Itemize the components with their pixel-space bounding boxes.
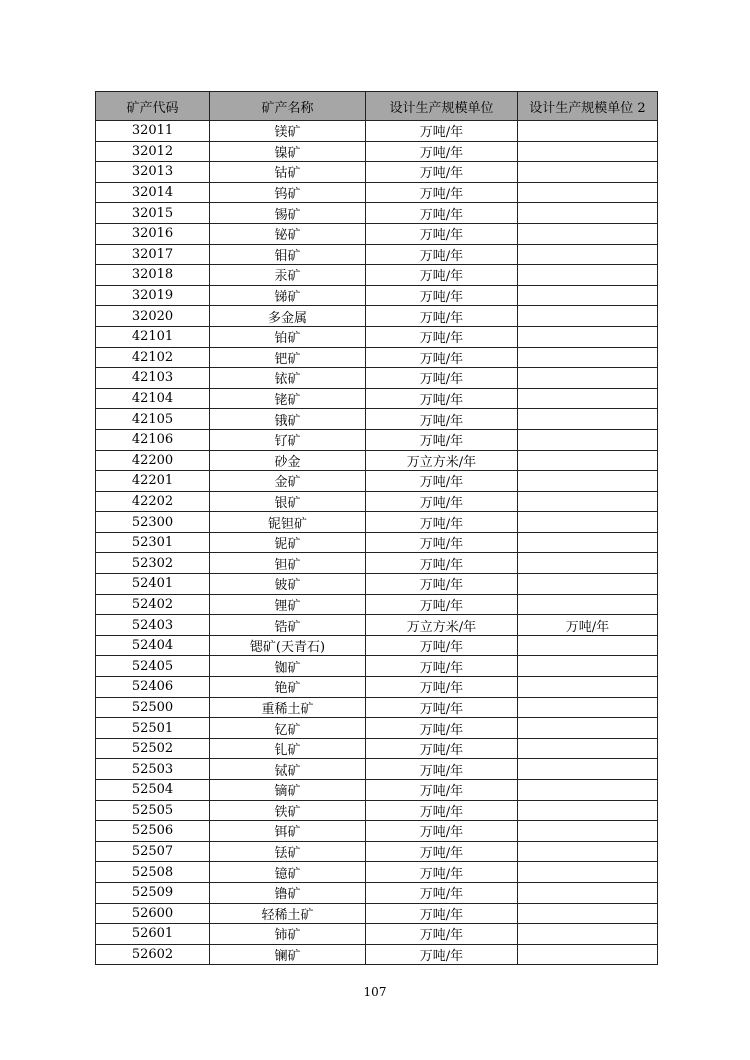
cell-mineral-code: 52401 [96, 574, 210, 595]
cell-mineral-code: 52504 [96, 780, 210, 801]
cell-mineral-name: 钴矿 [210, 162, 366, 183]
cell-mineral-code: 42106 [96, 429, 210, 450]
table-row [96, 677, 658, 698]
cell-mineral-code: 52404 [96, 635, 210, 656]
table-body [96, 121, 658, 965]
cell-capacity-unit: 万吨/年 [366, 306, 518, 327]
cell-mineral-name: 锑矿 [210, 285, 366, 306]
cell-mineral-name: 银矿 [210, 491, 366, 512]
cell-mineral-name: 铱矿 [210, 368, 366, 389]
table-row [96, 882, 658, 903]
cell-capacity-unit-2 [518, 121, 658, 142]
cell-mineral-code: 32015 [96, 203, 210, 224]
cell-capacity-unit-2 [518, 944, 658, 965]
cell-mineral-code: 32019 [96, 285, 210, 306]
cell-mineral-code: 52600 [96, 903, 210, 924]
cell-mineral-code: 32012 [96, 141, 210, 162]
cell-mineral-name: 镁矿 [210, 121, 366, 142]
cell-capacity-unit: 万吨/年 [366, 429, 518, 450]
table-row [96, 409, 658, 430]
header-row [96, 92, 658, 121]
cell-capacity-unit-2 [518, 162, 658, 183]
table-row [96, 141, 658, 162]
table-row [96, 821, 658, 842]
cell-capacity-unit: 万吨/年 [366, 718, 518, 739]
cell-mineral-name: 锡矿 [210, 203, 366, 224]
cell-mineral-name: 铌钽矿 [210, 512, 366, 533]
table-row [96, 924, 658, 945]
cell-capacity-unit-2 [518, 141, 658, 162]
cell-mineral-code: 52301 [96, 532, 210, 553]
cell-mineral-name: 汞矿 [210, 265, 366, 286]
cell-capacity-unit: 万吨/年 [366, 285, 518, 306]
cell-capacity-unit-2 [518, 326, 658, 347]
cell-capacity-unit: 万吨/年 [366, 532, 518, 553]
cell-mineral-name: 轻稀土矿 [210, 903, 366, 924]
cell-mineral-code: 52405 [96, 656, 210, 677]
cell-mineral-name: 铍矿 [210, 574, 366, 595]
table-row [96, 244, 658, 265]
cell-mineral-code: 42102 [96, 347, 210, 368]
cell-mineral-code: 42200 [96, 450, 210, 471]
cell-capacity-unit: 万吨/年 [366, 903, 518, 924]
cell-mineral-name: 镥矿 [210, 882, 366, 903]
cell-capacity-unit-2 [518, 862, 658, 883]
cell-mineral-name: 钌矿 [210, 429, 366, 450]
table-row [96, 780, 658, 801]
table-row [96, 512, 658, 533]
cell-capacity-unit-2 [518, 532, 658, 553]
table-row [96, 182, 658, 203]
cell-mineral-name: 锂矿 [210, 594, 366, 615]
cell-capacity-unit: 万吨/年 [366, 512, 518, 533]
cell-capacity-unit-2 [518, 821, 658, 842]
cell-mineral-code: 52300 [96, 512, 210, 533]
cell-capacity-unit-2 [518, 471, 658, 492]
cell-mineral-name: 重稀土矿 [210, 697, 366, 718]
cell-mineral-name: 镍矿 [210, 141, 366, 162]
cell-mineral-name: 镱矿 [210, 862, 366, 883]
cell-mineral-name: 钼矿 [210, 244, 366, 265]
cell-capacity-unit: 万吨/年 [366, 265, 518, 286]
page-number: 107 [363, 985, 387, 999]
cell-capacity-unit-2 [518, 594, 658, 615]
cell-mineral-code: 52500 [96, 697, 210, 718]
cell-capacity-unit: 万吨/年 [366, 780, 518, 801]
cell-mineral-code: 52502 [96, 738, 210, 759]
table-row [96, 450, 658, 471]
cell-capacity-unit: 万吨/年 [366, 677, 518, 698]
cell-capacity-unit-2 [518, 368, 658, 389]
cell-capacity-unit: 万吨/年 [366, 471, 518, 492]
cell-mineral-code: 52402 [96, 594, 210, 615]
cell-mineral-code: 32016 [96, 223, 210, 244]
cell-capacity-unit-2 [518, 409, 658, 430]
cell-capacity-unit-2 [518, 882, 658, 903]
cell-mineral-name: 铈矿 [210, 924, 366, 945]
cell-capacity-unit: 万吨/年 [366, 162, 518, 183]
cell-mineral-code: 42105 [96, 409, 210, 430]
cell-mineral-name: 钆矿 [210, 738, 366, 759]
table-row [96, 491, 658, 512]
cell-capacity-unit: 万吨/年 [366, 924, 518, 945]
table-row [96, 326, 658, 347]
cell-capacity-unit-2 [518, 780, 658, 801]
table-row [96, 368, 658, 389]
cell-mineral-name: 镧矿 [210, 944, 366, 965]
table-row [96, 615, 658, 636]
cell-mineral-code: 52601 [96, 924, 210, 945]
cell-mineral-code: 32017 [96, 244, 210, 265]
cell-mineral-name: 多金属 [210, 306, 366, 327]
cell-capacity-unit: 万吨/年 [366, 244, 518, 265]
table-row [96, 594, 658, 615]
cell-mineral-name: 铯矿 [210, 677, 366, 698]
table-row [96, 306, 658, 327]
cell-capacity-unit-2 [518, 841, 658, 862]
cell-mineral-code: 52507 [96, 841, 210, 862]
table-row [96, 574, 658, 595]
cell-mineral-code: 42104 [96, 388, 210, 409]
cell-mineral-code: 42101 [96, 326, 210, 347]
cell-mineral-name: 铽矿 [210, 759, 366, 780]
cell-mineral-name: 金矿 [210, 471, 366, 492]
cell-mineral-name: 钯矿 [210, 347, 366, 368]
cell-capacity-unit-2 [518, 512, 658, 533]
cell-capacity-unit-2 [518, 347, 658, 368]
cell-mineral-code: 52602 [96, 944, 210, 965]
cell-capacity-unit: 万吨/年 [366, 326, 518, 347]
cell-capacity-unit: 万吨/年 [366, 553, 518, 574]
cell-mineral-name: 铥矿 [210, 841, 366, 862]
cell-capacity-unit: 万吨/年 [366, 697, 518, 718]
table-row [96, 759, 658, 780]
table-row [96, 203, 658, 224]
cell-capacity-unit: 万吨/年 [366, 862, 518, 883]
cell-capacity-unit: 万吨/年 [366, 594, 518, 615]
cell-mineral-code: 52406 [96, 677, 210, 698]
table-row [96, 429, 658, 450]
cell-mineral-name: 锇矿 [210, 409, 366, 430]
table-row [96, 162, 658, 183]
cell-mineral-name: 铋矿 [210, 223, 366, 244]
cell-mineral-code: 52505 [96, 800, 210, 821]
cell-capacity-unit: 万吨/年 [366, 347, 518, 368]
cell-mineral-code: 52509 [96, 882, 210, 903]
cell-mineral-code: 32013 [96, 162, 210, 183]
cell-capacity-unit: 万吨/年 [366, 574, 518, 595]
cell-capacity-unit: 万吨/年 [366, 409, 518, 430]
table-row [96, 285, 658, 306]
cell-capacity-unit-2 [518, 429, 658, 450]
cell-capacity-unit-2 [518, 656, 658, 677]
cell-mineral-code: 52506 [96, 821, 210, 842]
cell-mineral-code: 52501 [96, 718, 210, 739]
cell-capacity-unit-2 [518, 306, 658, 327]
cell-capacity-unit-2 [518, 223, 658, 244]
cell-mineral-name: 铷矿 [210, 656, 366, 677]
cell-capacity-unit-2 [518, 203, 658, 224]
table-row [96, 223, 658, 244]
cell-capacity-unit: 万吨/年 [366, 944, 518, 965]
cell-mineral-name: 钇矿 [210, 718, 366, 739]
header-design-capacity-unit-2: 设计生产规模单位 2 [518, 92, 658, 121]
cell-mineral-name: 镝矿 [210, 780, 366, 801]
cell-capacity-unit-2 [518, 738, 658, 759]
cell-capacity-unit: 万吨/年 [366, 800, 518, 821]
table-row [96, 656, 658, 677]
header-mineral-code: 矿产代码 [96, 92, 210, 121]
cell-mineral-code: 32011 [96, 121, 210, 142]
cell-mineral-code: 32014 [96, 182, 210, 203]
cell-capacity-unit: 万立方米/年 [366, 615, 518, 636]
header-mineral-name: 矿产名称 [210, 92, 366, 121]
cell-capacity-unit-2 [518, 718, 658, 739]
cell-capacity-unit-2 [518, 697, 658, 718]
table-row [96, 841, 658, 862]
cell-mineral-code: 32020 [96, 306, 210, 327]
cell-capacity-unit-2 [518, 285, 658, 306]
cell-capacity-unit-2 [518, 677, 658, 698]
table-row [96, 553, 658, 574]
table-row [96, 862, 658, 883]
cell-mineral-name: 铌矿 [210, 532, 366, 553]
header-design-capacity-unit: 设计生产规模单位 [366, 92, 518, 121]
cell-mineral-code: 42202 [96, 491, 210, 512]
cell-mineral-name: 锆矿 [210, 615, 366, 636]
cell-capacity-unit-2 [518, 903, 658, 924]
table-row [96, 635, 658, 656]
cell-mineral-code: 52508 [96, 862, 210, 883]
cell-mineral-name: 铒矿 [210, 821, 366, 842]
cell-mineral-code: 52503 [96, 759, 210, 780]
table-row [96, 347, 658, 368]
cell-capacity-unit-2 [518, 265, 658, 286]
cell-mineral-code: 52302 [96, 553, 210, 574]
cell-capacity-unit-2 [518, 182, 658, 203]
cell-capacity-unit: 万吨/年 [366, 821, 518, 842]
table-row [96, 718, 658, 739]
cell-capacity-unit-2: 万吨/年 [518, 615, 658, 636]
cell-mineral-code: 42201 [96, 471, 210, 492]
cell-capacity-unit: 万吨/年 [366, 491, 518, 512]
cell-capacity-unit-2 [518, 759, 658, 780]
mineral-code-table [95, 91, 658, 965]
cell-capacity-unit-2 [518, 553, 658, 574]
cell-capacity-unit: 万吨/年 [366, 368, 518, 389]
table-row [96, 738, 658, 759]
cell-capacity-unit: 万吨/年 [366, 738, 518, 759]
cell-mineral-name: 砂金 [210, 450, 366, 471]
cell-mineral-name: 铂矿 [210, 326, 366, 347]
cell-capacity-unit: 万吨/年 [366, 223, 518, 244]
cell-mineral-name: 钽矿 [210, 553, 366, 574]
cell-capacity-unit: 万吨/年 [366, 841, 518, 862]
table-row [96, 697, 658, 718]
cell-capacity-unit-2 [518, 635, 658, 656]
cell-capacity-unit-2 [518, 800, 658, 821]
table-row [96, 388, 658, 409]
cell-capacity-unit: 万吨/年 [366, 388, 518, 409]
cell-capacity-unit-2 [518, 450, 658, 471]
table-row [96, 532, 658, 553]
cell-capacity-unit: 万立方米/年 [366, 450, 518, 471]
cell-mineral-name: 钨矿 [210, 182, 366, 203]
table-row [96, 800, 658, 821]
cell-capacity-unit: 万吨/年 [366, 635, 518, 656]
cell-capacity-unit: 万吨/年 [366, 882, 518, 903]
cell-capacity-unit: 万吨/年 [366, 759, 518, 780]
cell-mineral-name: 铑矿 [210, 388, 366, 409]
cell-capacity-unit: 万吨/年 [366, 203, 518, 224]
table-row [96, 903, 658, 924]
cell-capacity-unit-2 [518, 244, 658, 265]
table-row [96, 121, 658, 142]
cell-mineral-code: 32018 [96, 265, 210, 286]
cell-mineral-name: 铁矿 [210, 800, 366, 821]
cell-mineral-name: 锶矿(天青石) [210, 635, 366, 656]
cell-capacity-unit-2 [518, 924, 658, 945]
cell-capacity-unit: 万吨/年 [366, 141, 518, 162]
cell-mineral-code: 42103 [96, 368, 210, 389]
cell-capacity-unit: 万吨/年 [366, 182, 518, 203]
table-row [96, 265, 658, 286]
table-header [96, 92, 658, 121]
cell-capacity-unit-2 [518, 491, 658, 512]
cell-capacity-unit-2 [518, 574, 658, 595]
cell-capacity-unit: 万吨/年 [366, 121, 518, 142]
cell-mineral-code: 52403 [96, 615, 210, 636]
cell-capacity-unit: 万吨/年 [366, 656, 518, 677]
table-row [96, 944, 658, 965]
cell-capacity-unit-2 [518, 388, 658, 409]
table-row [96, 471, 658, 492]
